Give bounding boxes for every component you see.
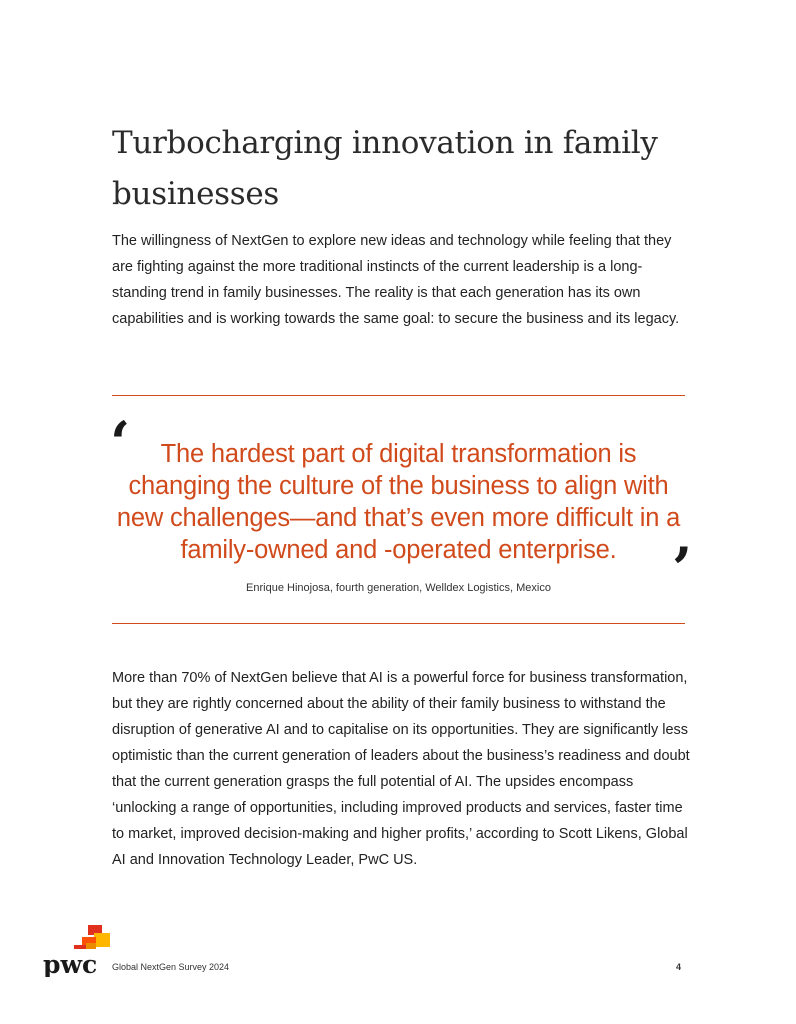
quote-divider-top <box>112 395 685 396</box>
body-paragraph: More than 70% of NextGen believe that AI is a powerful force for business transformation, but they are rightly concerned about the ability of their family business to withstand the disruption of generative AI and to capitalise on its opportunities. They are significantly less optimistic than the current generation of leaders about the business’s readiness and doubt that the current generation grasps the full potential of AI. The upsides encompass ‘unlocking a range of opportunities, including improved products and services, faster time to market, improved decision-making and higher profits,’ according to Scott Likens, Global AI and Innovation Technology Leader, PwC US. <box>112 670 690 868</box>
logo-wordmark: pwc <box>43 950 98 977</box>
logo-block <box>86 943 96 949</box>
pull-quote: The hardest part of digital transformation is changing the culture of the business to align with new challenges—and that’s even more difficult in a family-owned and -operated enterprise. <box>116 440 681 564</box>
close-quote-icon: ’ <box>672 535 693 603</box>
logo-block <box>94 933 110 947</box>
logo-block <box>74 945 86 949</box>
page-number: 4 <box>676 962 682 972</box>
page-title: Turbocharging innovation in family businesses <box>112 125 658 212</box>
quote-attribution: Enrique Hinojosa, fourth generation, Welldex Logistics, Mexico <box>246 582 551 594</box>
open-quote-icon: ‘ <box>110 409 131 477</box>
intro-paragraph: The willingness of NextGen to explore new ideas and technology while feeling that they are fighting against the more traditional instincts of the current leadership is a long-standing trend in family businesses. The reality is that each generation has its own capabilities and is working towards the same goal: to secure the business and its legacy. <box>112 233 680 327</box>
report-title: Global NextGen Survey 2024 <box>112 962 230 972</box>
pwc-logo <box>42 925 112 977</box>
quote-divider-bottom <box>112 623 685 624</box>
